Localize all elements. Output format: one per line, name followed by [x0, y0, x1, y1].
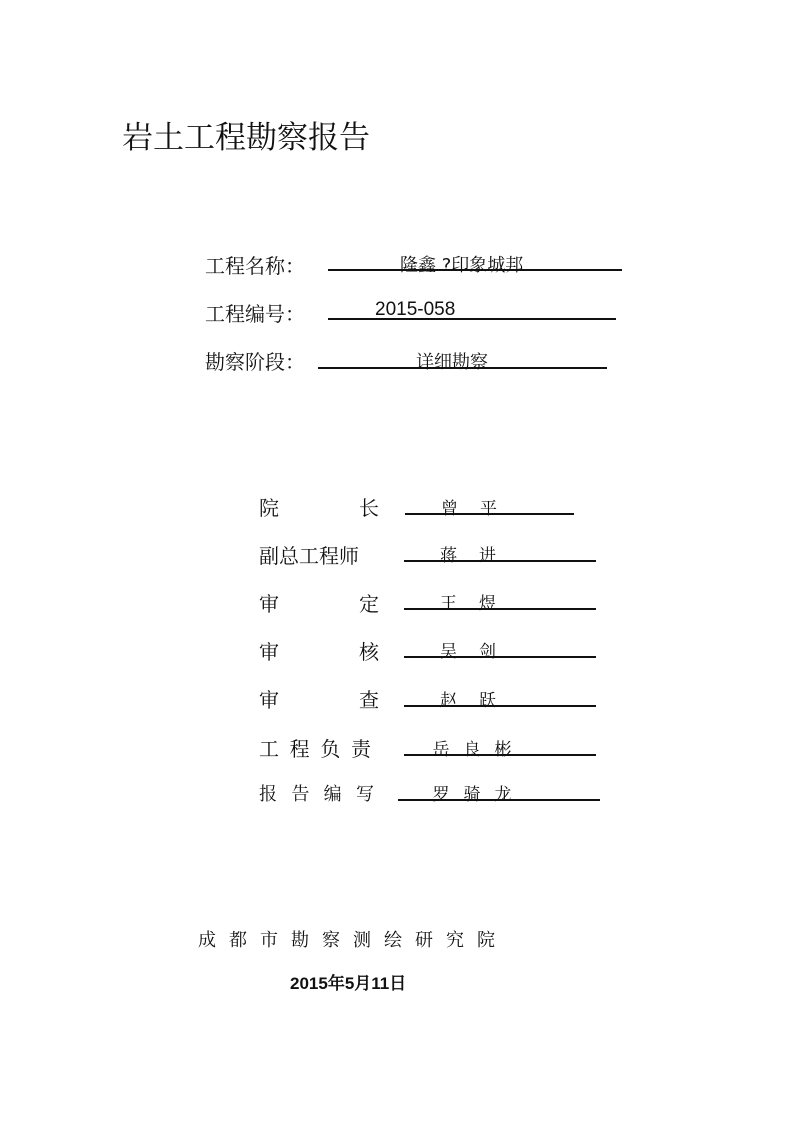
signature-name: 王煜	[440, 594, 518, 614]
signature-label-part: 写	[355, 784, 374, 805]
signature-label-part: 责	[350, 737, 371, 761]
signature-label-part: 审	[259, 640, 279, 664]
signature-label-part: 负	[320, 737, 341, 761]
signature-label-part: 程	[289, 737, 310, 761]
signature-label	[259, 540, 379, 569]
signature-name: 曾平	[441, 499, 519, 519]
signature-label-part: 告	[291, 784, 310, 805]
report-date: 2015年5月11日	[290, 974, 407, 993]
signature-name: 罗骑龙	[432, 785, 526, 805]
signature-label-part: 工	[259, 737, 279, 761]
signature-label	[259, 684, 379, 713]
signature-label-part: 院	[259, 496, 279, 520]
signature-name: 岳良彬	[432, 740, 526, 760]
project-number-label: 工程编号：	[205, 302, 305, 326]
signature-label-part: 报	[259, 784, 277, 805]
organization-name: 成都市勘察测绘研究院	[198, 930, 508, 951]
signature-label	[259, 780, 374, 806]
project-name-label: 工程名称：	[205, 254, 305, 278]
signature-name: 吴剑	[440, 642, 518, 662]
project-name-value: 隆鑫 ?印象城邦	[400, 255, 524, 276]
project-number-line	[328, 318, 616, 320]
report-title: 岩土工程勘察报告	[122, 120, 370, 156]
signature-label-part: 长	[359, 496, 379, 520]
signature-label-part: 定	[359, 592, 379, 616]
signature-name: 赵跃	[440, 691, 518, 711]
signature-label	[259, 733, 371, 762]
signature-label	[259, 588, 379, 617]
survey-stage-value: 详细勘察	[416, 352, 488, 373]
signature-label-part: 审	[259, 592, 279, 616]
signature-label-part: 核	[359, 640, 379, 664]
signature-name: 蒋进	[440, 546, 518, 566]
signature-label-part: 编	[323, 784, 342, 805]
survey-stage-label: 勘察阶段：	[205, 350, 305, 374]
signature-label	[259, 492, 379, 521]
signature-label-part: 副总工程师	[259, 544, 359, 568]
signature-label	[259, 636, 379, 665]
project-number-value: 2015-058	[375, 299, 456, 320]
signature-label-part: 审	[259, 688, 279, 712]
signature-label-part: 查	[359, 688, 379, 712]
